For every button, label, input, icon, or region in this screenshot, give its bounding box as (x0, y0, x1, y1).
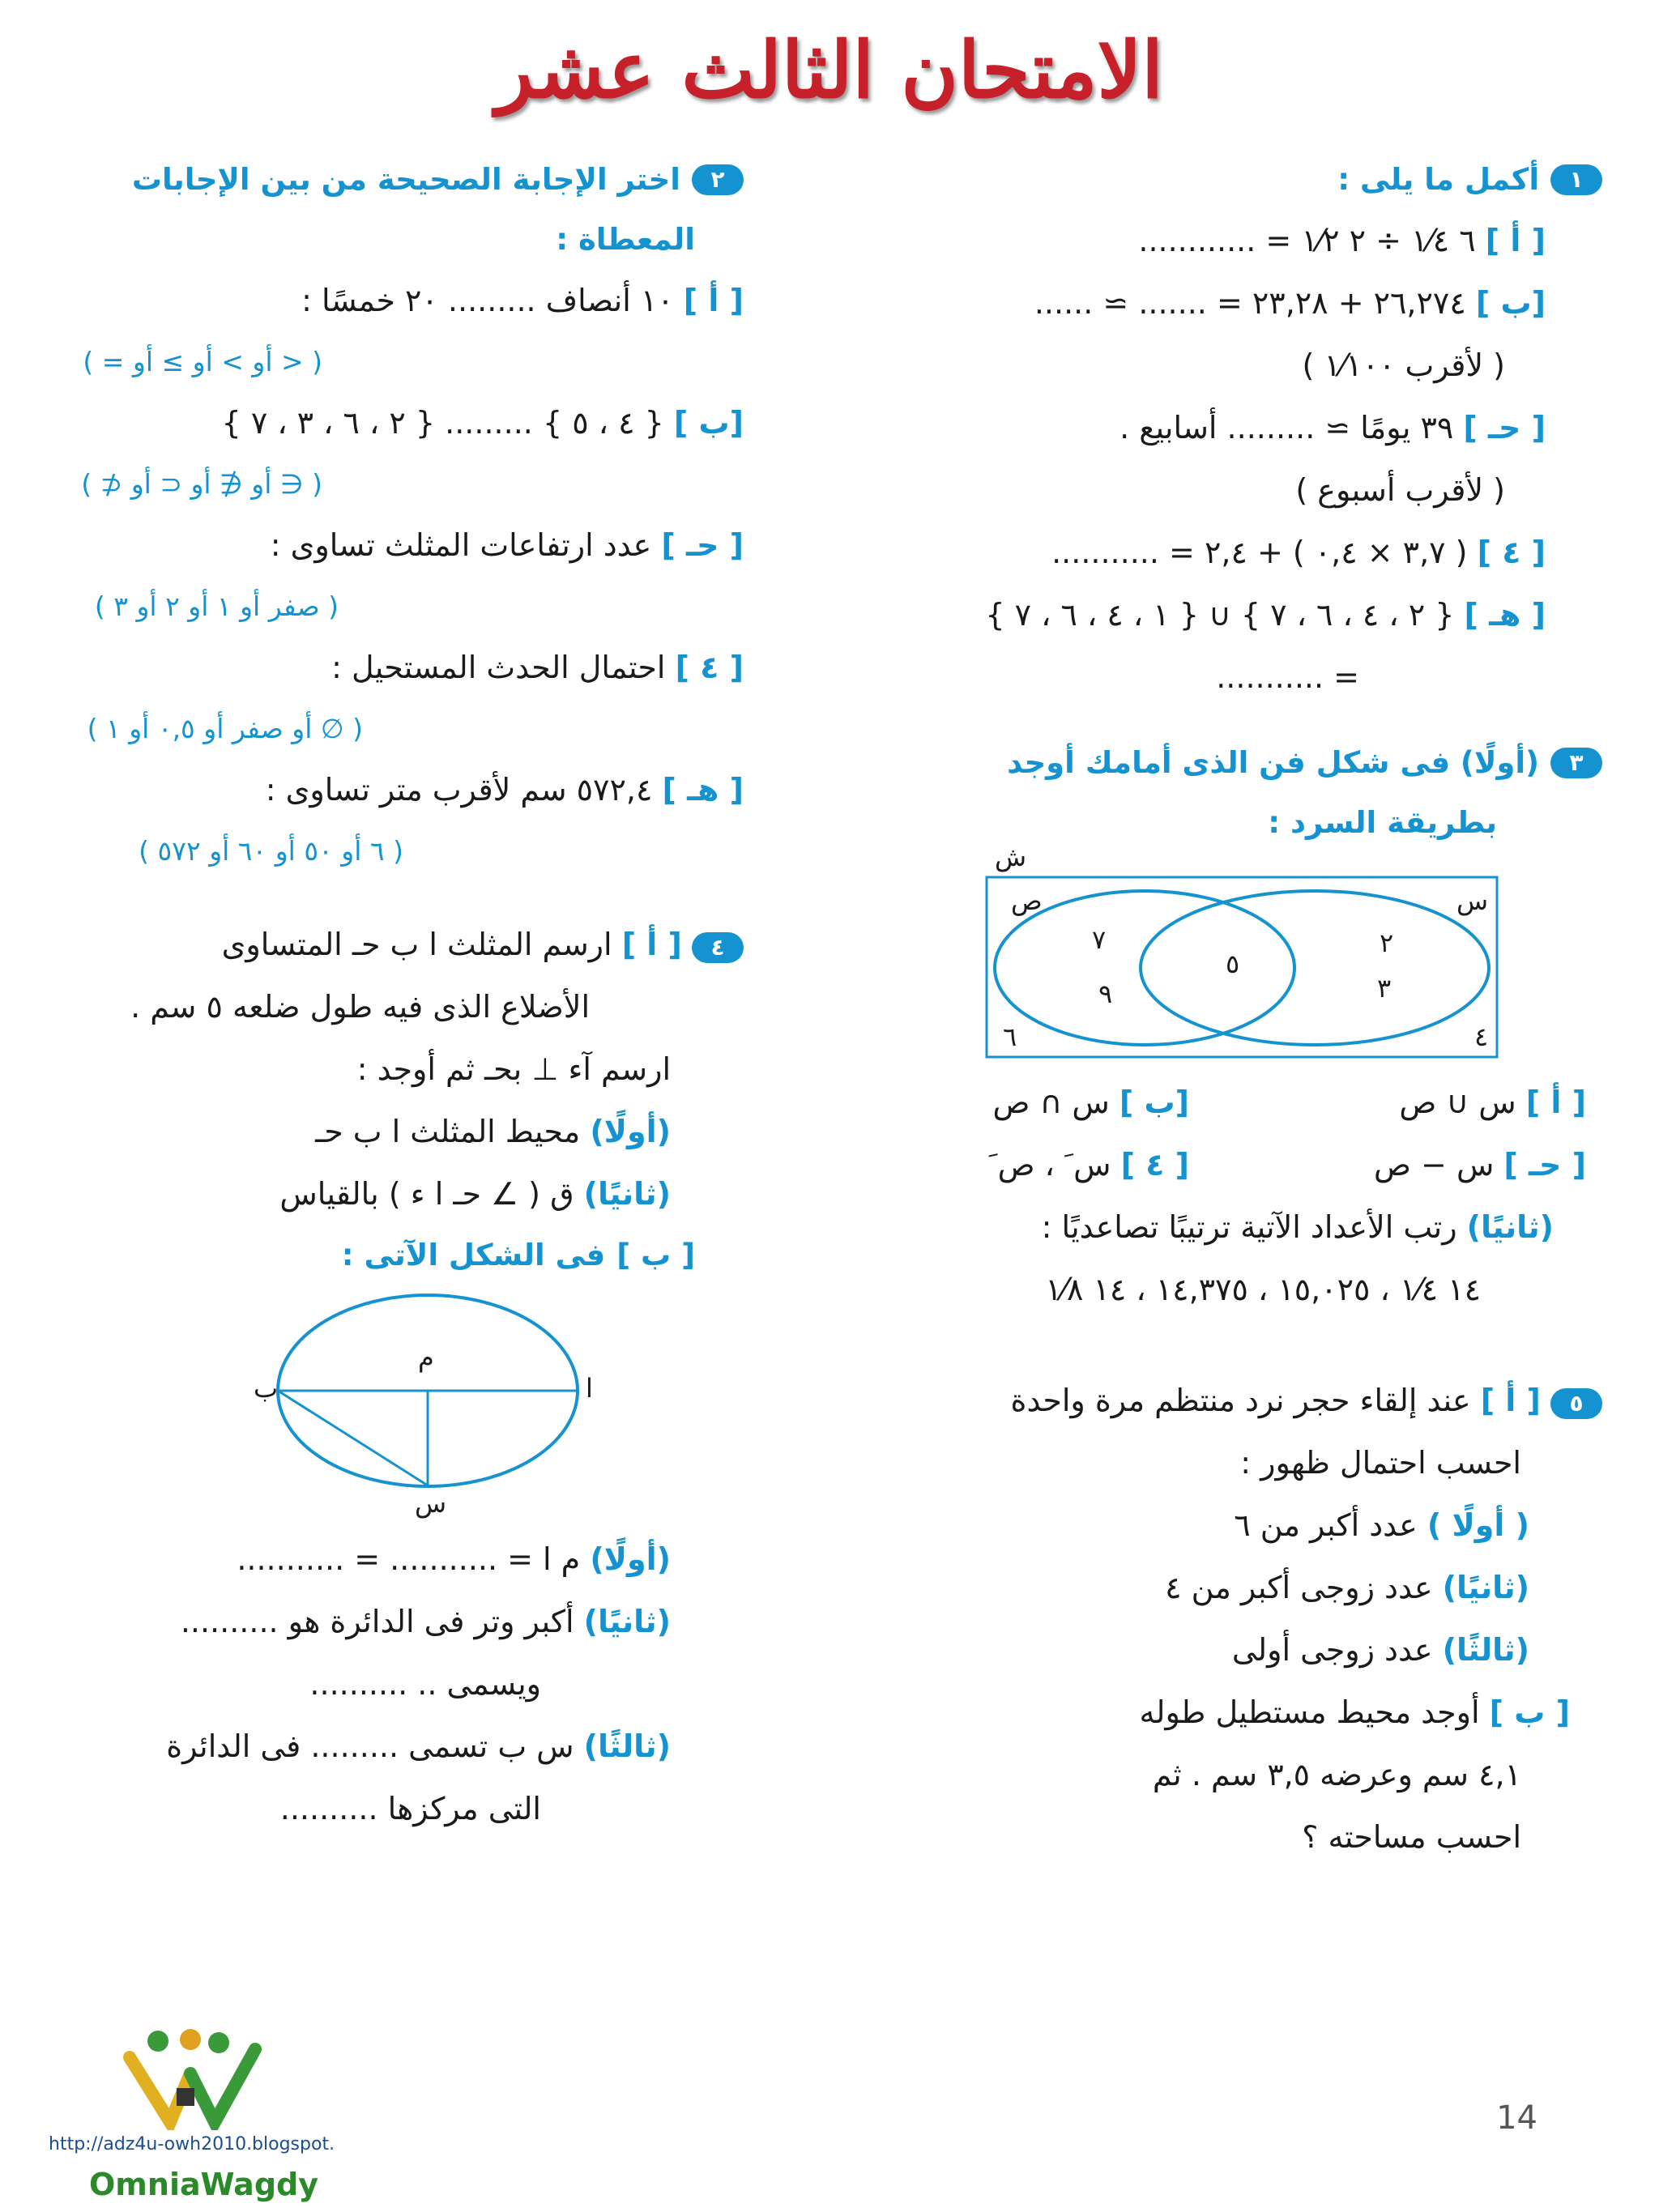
item-label: [ أ ] (1480, 1383, 1541, 1418)
item-text: عدد زوجى أولى (1231, 1632, 1433, 1668)
item-text: ٣٩ يومًا ≃ ......... أسابيع . (1120, 410, 1454, 445)
venn-label-sad: ص (1011, 885, 1043, 916)
circle-label-b: ب (254, 1373, 279, 1404)
item-label: [ هـ ] (662, 772, 744, 808)
item-label: [ حـ ] (661, 527, 744, 563)
item-text: محيط المثلث ا ب حـ (315, 1114, 581, 1149)
venn-element: ٩ (1098, 978, 1113, 1009)
item-label: (ثانيًا) (1442, 1570, 1529, 1605)
question-4 (15, 914, 744, 1840)
item-text: ١٠ أنصاف ......... ٢٠ خمسًا : (301, 283, 674, 318)
item-label: [ ب ] (616, 1238, 695, 1272)
item-label: (ثالثًا) (583, 1728, 671, 1764)
question-heading-2: المعطاة : (556, 222, 695, 257)
item-label: [ هـ ] (1464, 597, 1546, 633)
item-label: (ثانيًا) (1466, 1209, 1554, 1245)
item-tail: = ........... (1216, 659, 1359, 695)
item-label: (ثالثًا) (1442, 1632, 1529, 1668)
item-label: [ حـ ] (1503, 1147, 1586, 1183)
item-label: [ ٤ ] (1120, 1147, 1189, 1183)
question-number: ٣ (1550, 748, 1602, 778)
venn-diagram (962, 842, 1513, 1063)
footer-author: OmniaWagdy (89, 2167, 318, 2202)
question-heading: (أولًا) فى شكل فن الذى أمامك أوجد (1007, 745, 1539, 780)
question-5 (808, 1370, 1602, 1869)
item-text: م ا = ........... = ........... (237, 1541, 581, 1577)
circle-label-center: م (418, 1342, 434, 1373)
item-options: ( ∈ أو ∉ أو ⊂ أو ⊄ ) (81, 468, 322, 500)
venn-element: ٧ (1092, 924, 1107, 955)
venn-element: ٤ (1474, 1021, 1489, 1052)
item-label: [ حـ ] (1463, 410, 1546, 445)
item-text: { ٢ ، ٤ ، ٦ ، ٧ } ∪ { ١ ، ٤ ، ٦ ، ٧ } (985, 597, 1455, 633)
item-text: س − ص (1374, 1147, 1495, 1183)
item-text: س ∪ ص (1399, 1085, 1516, 1120)
item-text: الأضلاع الذى فيه طول ضلعه ٥ سم . (130, 989, 590, 1025)
item-label: (ثانيًا) (583, 1604, 671, 1639)
item-text: عدد زوجى أكبر من ٤ (1165, 1570, 1433, 1605)
page-number: 14 (1496, 2099, 1537, 2137)
item-text: ارسم المثلث ا ب حـ المتساوى (221, 927, 612, 962)
item-text: ٥٧٢,٤ سم لأقرب متر تساوى : (265, 772, 653, 808)
item-text: ويسمى .. .......... (309, 1666, 541, 1702)
venn-label-universal: ش (995, 842, 1027, 872)
item-note: ( لأقرب أسبوع ) (1295, 472, 1505, 508)
venn-element: ٢ (1380, 927, 1394, 958)
item-text: س َ ، ص َ (988, 1147, 1111, 1183)
item-text: احسب مساحته ؟ (1302, 1819, 1521, 1855)
item-label: [ ب ] (1489, 1694, 1570, 1730)
blog-logo (49, 2025, 373, 2211)
item-options: ( صفر أو ١ أو ٢ أو ٣ ) (94, 590, 339, 622)
question-3 (808, 733, 1602, 1321)
chord-line (278, 1391, 428, 1485)
item-label: [ ٤ ] (1477, 535, 1546, 570)
item-text: رتب الأعداد الآتية ترتيبًا تصاعديًا : (1041, 1209, 1457, 1245)
item-label: (أولًا) (590, 1541, 671, 1577)
question-number: ٢ (692, 164, 744, 195)
item-text: فى الشكل الآتى : (341, 1238, 606, 1272)
set-sin-ellipse (1141, 891, 1489, 1045)
circle-figure (254, 1285, 606, 1528)
item-text: أكبر وتر فى الدائرة هو .......... (180, 1604, 574, 1639)
item-text: ٦ ١⁄٤ ÷ ٢ ١⁄٢ = ............ (1138, 223, 1476, 258)
right-column (808, 150, 1602, 1893)
venn-element: ٣ (1377, 973, 1392, 1004)
page-title: الامتحان الثالث عشر (496, 24, 1163, 116)
item-label: [ب ] (673, 405, 744, 441)
item-note: ( لأقرب ١⁄١٠٠ ) (1302, 347, 1505, 383)
item-text: ( ٣,٧ × ٠,٤ ) + ٢,٤ = ........... (1051, 535, 1468, 570)
item-label: [ أ ] (1525, 1085, 1586, 1120)
item-options: ( ∅ أو صفر أو ٠,٥ أو ١ ) (87, 713, 363, 744)
item-label: [ب ] (1119, 1085, 1189, 1120)
item-text: أوجد محيط مستطيل طوله (1139, 1694, 1480, 1730)
venn-element: ٦ (1003, 1021, 1017, 1052)
item-text: التى مركزها .......... (279, 1791, 541, 1826)
item-text: ٢٦,٢٧٤ + ٢٣,٢٨ = ....... ≃ ...... (1034, 285, 1466, 321)
item-text: ق ( ∠ حـ ا ء ) بالقياس (279, 1176, 574, 1212)
item-text: ٤,١ سم وعرضه ٣,٥ سم . ثم (1152, 1757, 1521, 1792)
item-label: [ أ ] (621, 927, 682, 962)
question-heading: أكمل ما يلى : (1337, 162, 1539, 197)
item-text: عند إلقاء حجر نرد منتظم مرة واحدة (1010, 1383, 1471, 1418)
circle-label-a: ا (586, 1373, 593, 1404)
question-heading: اختر الإجابة الصحيحة من بين الإجابات (131, 162, 680, 197)
item-text: عدد أكبر من ٦ (1234, 1507, 1418, 1543)
item-text: احسب احتمال ظهور : (1240, 1445, 1521, 1481)
question-number: ٥ (1550, 1388, 1602, 1419)
question-number: ١ (1550, 164, 1602, 195)
item-label: [ أ ] (683, 283, 744, 318)
logo-icon (113, 2025, 292, 2130)
question-2 (15, 150, 744, 881)
item-label: [ب ] (1475, 285, 1546, 321)
item-text: س ب تسمى ......... فى الدائرة (166, 1728, 574, 1764)
item-label: ( أولًا ) (1427, 1507, 1529, 1543)
question-1 (808, 150, 1602, 709)
question-heading-2: بطريقة السرد : (1268, 805, 1497, 840)
circle-label-s: س (415, 1488, 447, 1519)
item-label: (ثانيًا) (583, 1176, 671, 1212)
item-text: عدد ارتفاعات المثلث تساوى : (270, 527, 652, 563)
footer-url[interactable]: http://adz4u-owh2010.blogspot. (49, 2134, 335, 2154)
item-options: ( ٦ أو ٥٠ أو ٦٠ أو ٥٧٢ ) (139, 835, 403, 867)
numbers-to-sort: ١٤ ١⁄٤ ، ١٥,٠٢٥ ، ١٤,٣٧٥ ، ١٤ ١⁄٨ (1045, 1272, 1481, 1307)
item-text: ارسم آء ⊥ بحـ ثم أوجد : (356, 1051, 671, 1087)
question-number: ٤ (692, 932, 744, 963)
venn-element: ٥ (1226, 948, 1240, 979)
left-column (15, 150, 744, 1865)
item-label: [ أ ] (1485, 223, 1546, 258)
venn-label-sin: س (1456, 885, 1489, 916)
item-label: [ ٤ ] (675, 650, 744, 685)
item-text: { ٤ ، ٥ } ......... { ٢ ، ٦ ، ٣ ، ٧ } (221, 405, 664, 441)
item-text: احتمال الحدث المستحيل : (331, 650, 666, 685)
item-label: (أولًا) (590, 1114, 671, 1149)
item-text: س ∩ ص (992, 1085, 1110, 1120)
item-options: ( < أو > أو ≥ أو = ) (83, 346, 322, 377)
